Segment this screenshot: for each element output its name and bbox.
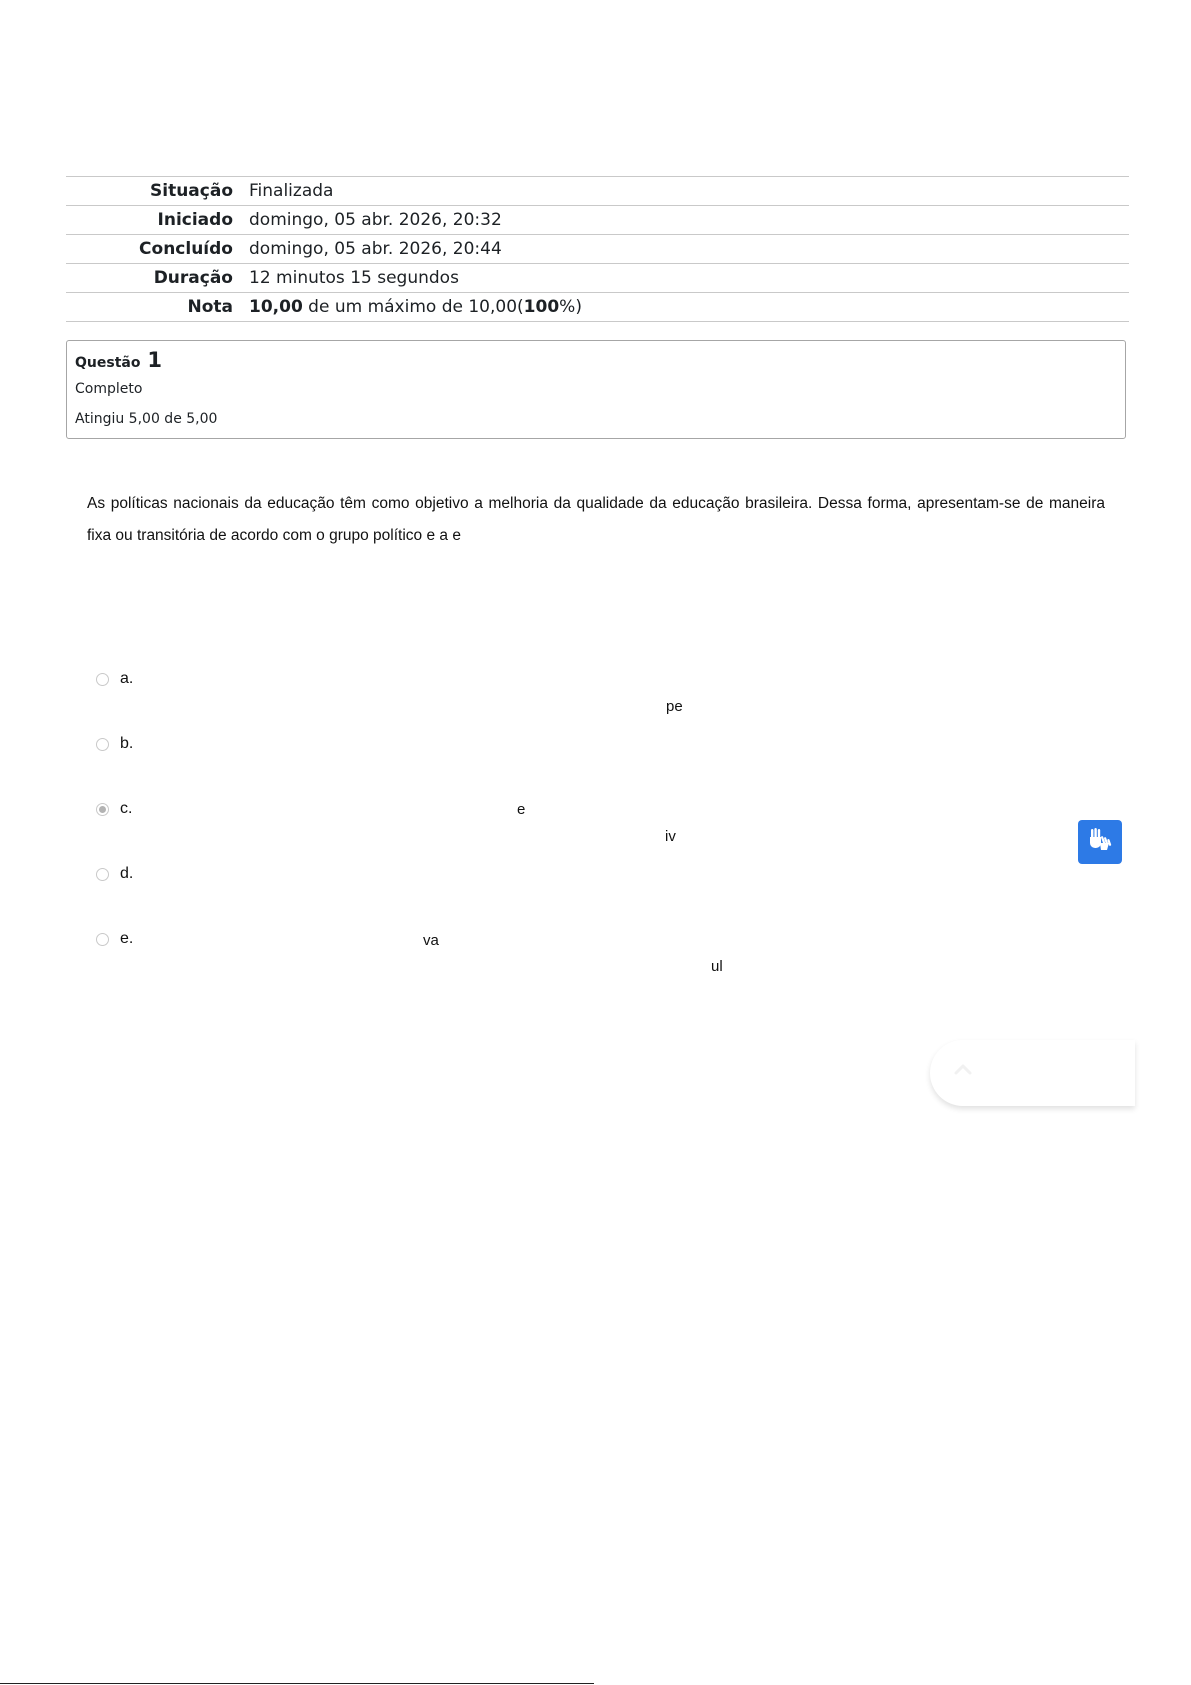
- option-label: e.: [120, 930, 134, 947]
- radio-button[interactable]: [96, 868, 109, 881]
- option-text-fragment: pe: [666, 698, 683, 715]
- grade-suffix: %): [559, 297, 582, 317]
- option-text-fragment: va: [423, 932, 439, 949]
- answer-option-c[interactable]: [96, 802, 1096, 862]
- question-state: Completo: [75, 381, 143, 397]
- summary-row: [66, 235, 1129, 264]
- grade-label: Nota: [66, 293, 249, 322]
- radio-button[interactable]: [96, 933, 109, 946]
- sign-language-hands-icon: [1086, 826, 1114, 858]
- summary-label: Concluído: [66, 235, 249, 264]
- chevron-up-icon: [952, 1059, 974, 1085]
- summary-value: domingo, 05 abr. 2026, 20:32: [249, 206, 1129, 235]
- answer-option-a[interactable]: [96, 672, 1096, 732]
- summary-label: Duração: [66, 264, 249, 293]
- option-label: c.: [120, 800, 133, 817]
- summary-row: [66, 177, 1129, 206]
- option-label: a.: [120, 670, 134, 687]
- summary-value: 12 minutos 15 segundos: [249, 264, 1129, 293]
- question-number-value: 1: [147, 348, 162, 372]
- radio-button[interactable]: [96, 673, 109, 686]
- question-number: [75, 348, 162, 372]
- answer-option-e[interactable]: [96, 932, 1096, 992]
- option-text-fragment: iv: [665, 828, 676, 845]
- option-label: d.: [120, 865, 134, 882]
- question-mark: Atingiu 5,00 de 5,00: [75, 411, 218, 427]
- grade-percent: 100: [523, 297, 560, 317]
- summary-value: Finalizada: [249, 177, 1129, 206]
- floating-widget[interactable]: [930, 1040, 1135, 1106]
- radio-button[interactable]: [96, 738, 109, 751]
- grade-score: 10,00: [249, 297, 303, 317]
- summary-row: [66, 206, 1129, 235]
- accessibility-widget-button[interactable]: [1078, 820, 1122, 864]
- summary-label: Iniciado: [66, 206, 249, 235]
- option-label: b.: [120, 735, 134, 752]
- grade-value: [249, 293, 1129, 322]
- question-info-box: [66, 340, 1126, 439]
- attempt-summary-table: [66, 176, 1129, 322]
- answer-option-b[interactable]: [96, 737, 1096, 797]
- radio-button-selected[interactable]: [96, 803, 109, 816]
- summary-value: domingo, 05 abr. 2026, 20:44: [249, 235, 1129, 264]
- footer-divider: [0, 1683, 594, 1684]
- option-text-fragment: ul: [711, 958, 723, 975]
- summary-label: Situação: [66, 177, 249, 206]
- grade-row: [66, 293, 1129, 322]
- question-text: As políticas nacionais da educação têm como objetivo a melhoria da qualidade da educação brasileira. Dessa forma, apresentam-se de maneira fixa ou transitória de acordo com o grupo político e a e: [87, 495, 1105, 544]
- option-text-fragment: e: [517, 801, 526, 818]
- question-prefix: Questão: [75, 355, 141, 371]
- grade-middle: de um máximo de 10,00(: [302, 297, 524, 317]
- answer-option-d[interactable]: [96, 867, 1096, 927]
- summary-row: [66, 264, 1129, 293]
